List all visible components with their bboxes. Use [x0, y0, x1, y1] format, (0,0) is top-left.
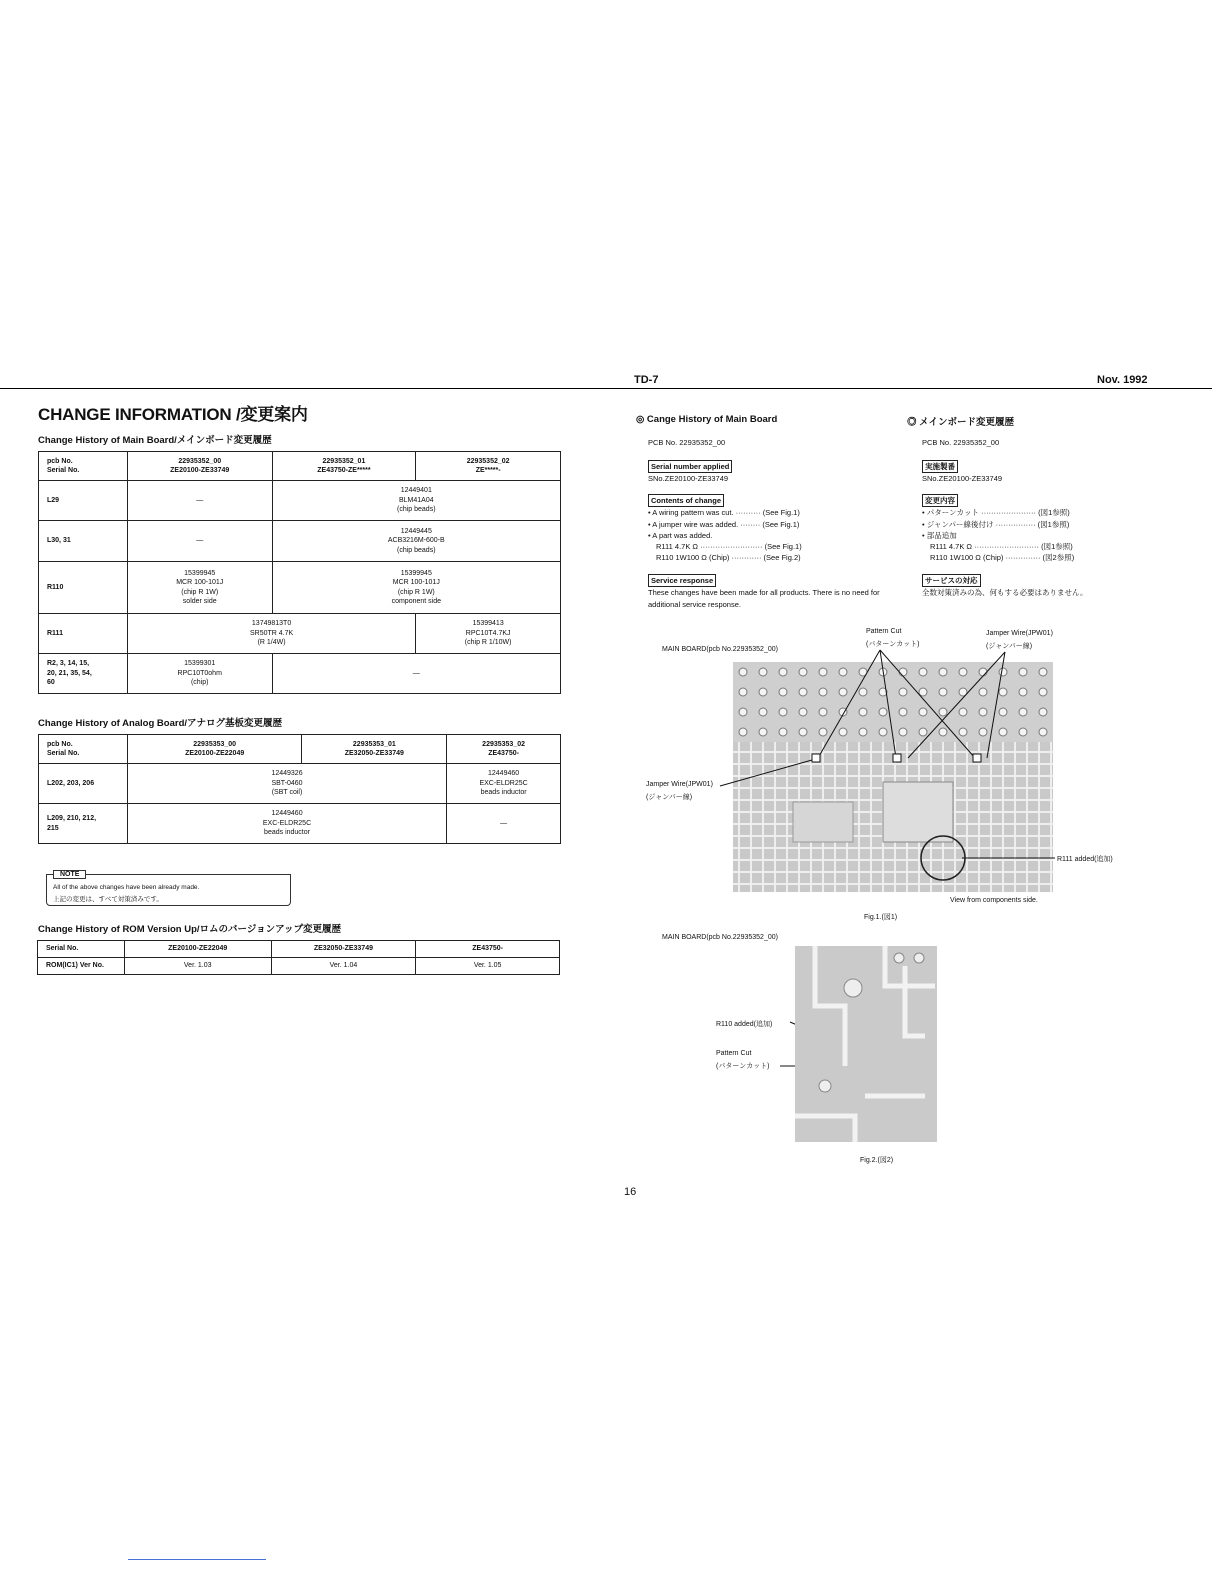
right-jp-contents-block: 変更内容 • パターンカット ······················ (図1参照) • ジャンパー線後付け ················ (図1参照) • 部品追加 R111 4.7K Ω ·························· (図1参照) R110 1W100 Ω (Chip) ·············· (図2参照) — [922, 496, 1075, 563]
fig1-pattern-cut: Pattern Cut — [866, 628, 902, 635]
issue-date: Nov. 1992 — [1097, 374, 1148, 386]
fig2-pattern-cut: Pattern Cut — [716, 1050, 752, 1057]
fig2-board-label: MAIN BOARD(pcb No.22935352_00) — [662, 934, 778, 941]
right-jp-service-block: サービスの対応 全数対策済みの為、何もする必要はありません。 — [922, 576, 1088, 598]
page-number: 16 — [624, 1186, 637, 1198]
fig2-pattern-cut-jp: (パターンカット) — [716, 1063, 770, 1070]
main-board-heading: Change History of Main Board/メインボード変更履歴 — [38, 435, 272, 446]
table-row: L30, 31 — 12449445 ACB3216M-600-B (chip beads) — [39, 521, 561, 562]
right-jp-pcb: PCB No. 22935352_00 — [922, 438, 1000, 447]
contents-label: Contents of change — [648, 494, 724, 507]
fig1-jumper-left: Jamper Wire(JPW01) — [646, 781, 713, 788]
serial-applied-label: Serial number applied — [648, 460, 732, 473]
fig1-view-note: View from components side. — [950, 897, 1038, 904]
table-row: R110 15399945 MCR 100-101J (chip R 1W) solder side 15399945 MCR 100-101J (chip R 1W) component side — [39, 562, 561, 614]
table-row: ROM(IC1) Ver No. Ver. 1.03 Ver. 1.04 Ver. 1.05 — [38, 958, 560, 975]
table-row: L202, 203, 206 12449326 SBT-0460 (SBT coil) 12449460 EXC-ELDR25C beads inductor — [39, 764, 561, 804]
note-text-jp: 上記の変更は、すべて対策済みです。 — [53, 896, 163, 903]
page-title: CHANGE INFORMATION /変更案内 — [38, 405, 308, 424]
fig1-jumper-top: Jamper Wire(JPW01) — [986, 630, 1053, 637]
service-label: Service response — [648, 574, 716, 587]
fig1-pattern-cut-jp: (パターンカット) — [866, 641, 920, 648]
right-jp-title: ◎ メインボード変更履歴 — [907, 417, 1014, 428]
table-row: R2, 3, 14, 15, 20, 21, 35, 54, 60 15399301 RPC10T0ohm (chip) — — [39, 654, 561, 694]
right-en-title: ◎ Cange History of Main Board — [636, 414, 778, 425]
model-name: TD-7 — [634, 374, 659, 386]
fig2-pcb-photo — [795, 946, 937, 1142]
analog-board-heading: Change History of Analog Board/アナログ基板変更履歴 — [38, 718, 283, 729]
note-badge: NOTE — [53, 870, 86, 879]
fig1-jumper-top-jp: (ジャンパー線) — [986, 643, 1033, 650]
right-en-contents-block: Contents of change • A wiring pattern was cut. ·········· (See Fig.1) • A jumper wire was added. ········ (See Fig.1) • A part was added. R111 4.7K Ω ························· (See Fig.1) R110 1W100 Ω (Chip) ············ (See Fig.2) — [648, 496, 802, 563]
table-row: L209, 210, 212, 215 12449460 EXC-ELDR25C beads inductor — — [39, 804, 561, 844]
decorative-line — [128, 1559, 266, 1560]
fig2-r110-added: R110 added(追加) — [716, 1021, 773, 1028]
table-row: L29 — 12449401 BLM41A04 (chip beads) — [39, 481, 561, 521]
right-jp-serial-block: 実施製番 SNo.ZE20100-ZE33749 — [922, 462, 1003, 484]
note-text-en: All of the above changes have been already made. — [53, 884, 200, 891]
table-row: R111 13749813T0 SR50TR 4.7K (R 1/4W) 15399413 RPC10T4.7KJ (chip R 1/10W) — [39, 614, 561, 654]
fig1-r111-added: R111 added(追加) — [1057, 856, 1113, 863]
fig1-board-label: MAIN BOARD(pcb No.22935352_00) — [662, 646, 778, 653]
table-row: pcb No. Serial No. 22935352_00 ZE20100-ZE33749 22935352_01 ZE43750-ZE***** 22935352_02 ZE*****- — [39, 452, 561, 481]
table-row: pcb No. Serial No. 22935353_00 ZE20100-ZE22049 22935353_01 ZE32050-ZE33749 22935353_02 ZE43750- — [39, 735, 561, 764]
fig1-caption: Fig.1.(図1) — [864, 914, 898, 921]
table-row: Serial No. ZE20100-ZE22049 ZE32050-ZE33749 ZE43750- — [38, 941, 560, 958]
fig2-pcb-pattern — [795, 946, 937, 1142]
fig1-jumper-left-jp: (ジャンパー線) — [646, 794, 693, 801]
fig2-caption: Fig.2.(図2) — [860, 1157, 894, 1164]
rom-heading: Change History of ROM Version Up/ロムのバージョンアップ変更履歴 — [38, 924, 341, 935]
right-en-pcb: PCB No. 22935352_00 — [648, 438, 726, 447]
serial-value: SNo.ZE20100-ZE33749 — [648, 474, 729, 484]
service-text: These changes have been made for all products. There is no need for additional service response. — [648, 588, 880, 609]
